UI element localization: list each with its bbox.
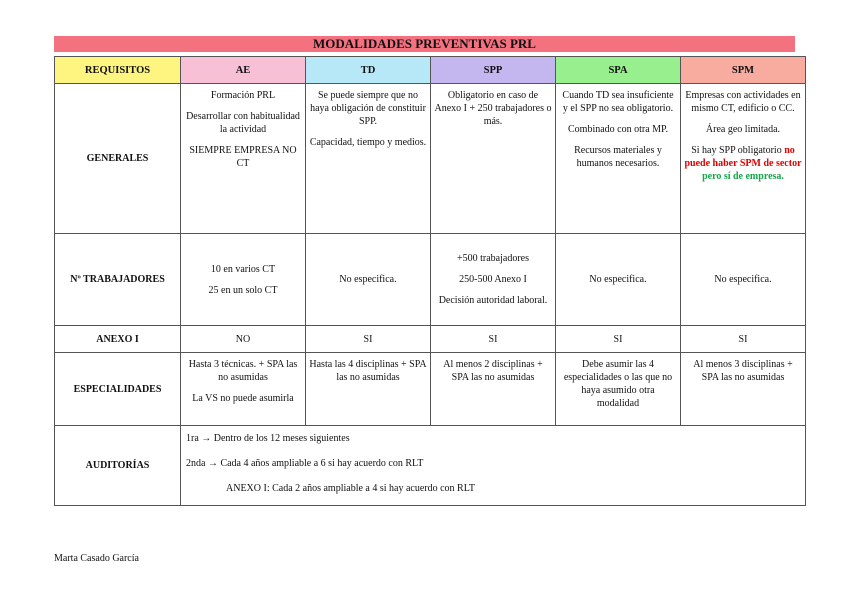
generales-spm: Empresas con actividades en mismo CT, edificio o CC. Área geo limitada. Si hay SPP obligatorio no puede haber SPM de sector pero sí de empresa. bbox=[681, 84, 806, 234]
header-row bbox=[55, 57, 806, 84]
row-label-especialidades: ESPECIALIDADES bbox=[55, 353, 181, 426]
row-label-trabajadores: Nº TRABAJADORES bbox=[55, 234, 181, 326]
row-trabajadores bbox=[55, 234, 806, 326]
row-auditorias bbox=[55, 426, 806, 506]
especialidades-spa: Debe asumir las 4 especialidades o las que no haya asumido otra modalidad bbox=[556, 353, 681, 426]
anexo-ae: NO bbox=[181, 326, 306, 353]
especialidades-spm: Al menos 3 disciplinas + SPA las no asumidas bbox=[681, 353, 806, 426]
especialidades-spp: Al menos 2 disciplinas + SPA las no asumidas bbox=[431, 353, 556, 426]
header-requisitos: REQUISITOS bbox=[55, 57, 181, 84]
generales-spa: Cuando TD sea insuficiente y el SPP no sea obligatorio. Combinado con otra MP. Recursos materiales y humanos necesarios. bbox=[556, 84, 681, 234]
header-td: TD bbox=[306, 57, 431, 84]
auditoria-line-1: 1ra → Dentro de los 12 meses siguientes bbox=[186, 433, 350, 444]
row-generales bbox=[55, 84, 806, 234]
anexo-spa: SI bbox=[556, 326, 681, 353]
anexo-td: SI bbox=[306, 326, 431, 353]
author-name: Marta Casado García bbox=[54, 553, 139, 564]
row-label-anexo: ANEXO I bbox=[55, 326, 181, 353]
modalidades-table bbox=[54, 56, 806, 506]
trabajadores-td: No especifica. bbox=[306, 234, 431, 326]
row-especialidades bbox=[55, 353, 806, 426]
generales-td: Se puede siempre que no haya obligación de constituir SPP. Capacidad, tiempo y medios. bbox=[306, 84, 431, 234]
trabajadores-spa: No especifica. bbox=[556, 234, 681, 326]
generales-spp: Obligatorio en caso de Anexo I + 250 trabajadores o más. bbox=[431, 84, 556, 234]
auditoria-line-3: ANEXO I: Cada 2 años ampliable a 4 si hay acuerdo con RLT bbox=[226, 483, 476, 494]
spm-warning-text: no puede haber SPM de sector bbox=[684, 145, 802, 169]
especialidades-td: Hasta las 4 disciplinas + SPA las no asumidas bbox=[306, 353, 431, 426]
trabajadores-spm: No especifica. bbox=[681, 234, 806, 326]
trabajadores-ae: 10 en varios CT 25 en un solo CT bbox=[181, 234, 306, 326]
auditorias-content bbox=[181, 426, 806, 506]
spm-note-text: pero sí de empresa. bbox=[702, 171, 784, 182]
auditoria-line-2: 2nda → Cada 4 años ampliable a 6 si hay acuerdo con RLT bbox=[186, 458, 424, 469]
row-label-auditorias: AUDITORÍAS bbox=[55, 426, 181, 506]
page-title: MODALIDADES PREVENTIVAS PRL bbox=[54, 36, 795, 52]
header-spp: SPP bbox=[431, 57, 556, 84]
anexo-spm: SI bbox=[681, 326, 806, 353]
row-label-generales: GENERALES bbox=[55, 84, 181, 234]
header-spa: SPA bbox=[556, 57, 681, 84]
header-ae: AE bbox=[181, 57, 306, 84]
anexo-spp: SI bbox=[431, 326, 556, 353]
header-spm: SPM bbox=[681, 57, 806, 84]
row-anexo bbox=[55, 326, 806, 353]
especialidades-ae: Hasta 3 técnicas. + SPA las no asumidas La VS no puede asumirla bbox=[181, 353, 306, 426]
trabajadores-spp: +500 trabajadores 250-500 Anexo I Decisión autoridad laboral. bbox=[431, 234, 556, 326]
generales-ae: Formación PRL Desarrollar con habitualidad la actividad SIEMPRE EMPRESA NO CT bbox=[181, 84, 306, 234]
